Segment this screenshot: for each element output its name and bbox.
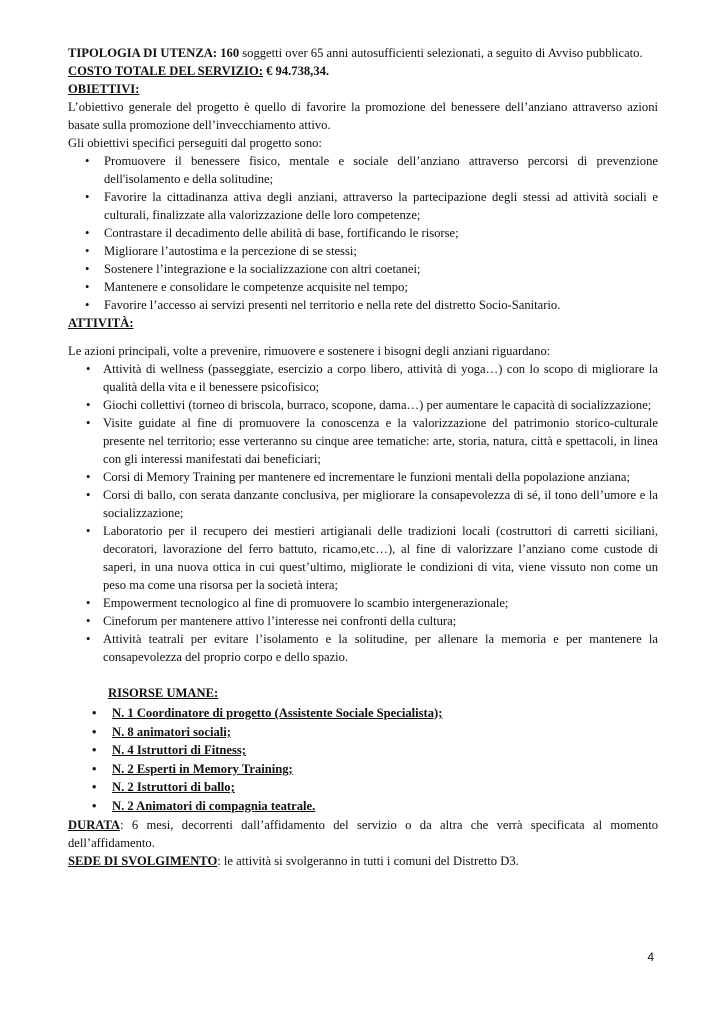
list-item: • N. 2 Esperti in Memory Training; bbox=[68, 760, 658, 779]
list-item: • Migliorare l’autostima e la percezione di se stessi; bbox=[68, 242, 658, 260]
list-item: • Cineforum per mantenere attivo l’interesse nei confronti della cultura; bbox=[68, 612, 658, 630]
attivita-list bbox=[68, 360, 658, 666]
list-item: • Attività di wellness (passeggiate, esercizio a corpo libero, attività di yoga…) con lo scopo di migliorare la qualità della vita e il benessere psicofisico; bbox=[68, 360, 658, 396]
durata-paragraph bbox=[68, 816, 658, 852]
costo-paragraph bbox=[68, 62, 658, 80]
list-item: • Promuovere il benessere fisico, mentale e sociale dell’anziano attraverso percorsi di prevenzione dell'isolamento e della solitudine; bbox=[68, 152, 658, 188]
risorse-list bbox=[68, 704, 658, 816]
durata-label: DURATA bbox=[68, 817, 121, 832]
risorse-title: RISORSE UMANE: bbox=[108, 686, 219, 700]
attivita-intro: Le azioni principali, volte a prevenire, rimuovere e sostenere i bisogni degli anziani riguardano: bbox=[68, 344, 551, 358]
utenza-text: soggetti over 65 anni autosufficienti selezionati, a seguito di Avviso pubblicato. bbox=[239, 46, 643, 60]
list-item: • N. 2 Animatori di compagnia teatrale. bbox=[68, 797, 658, 816]
list-item: • Empowerment tecnologico al fine di promuovere lo scambio intergenerazionale; bbox=[68, 594, 658, 612]
list-item: • Giochi collettivi (torneo di briscola, burraco, scopone, dama…) per aumentare le capacità di socializzazione; bbox=[68, 396, 658, 414]
obiettivi-title: OBIETTIVI: bbox=[68, 82, 140, 96]
list-item: • N. 1 Coordinatore di progetto (Assistente Sociale Specialista); bbox=[68, 704, 658, 723]
list-item: • Attività teatrali per evitare l’isolamento e la solitudine, per allenare la memoria e per mantenere la consapevolezza del proprio corpo e dello spazio. bbox=[68, 630, 658, 666]
list-item: • N. 4 Istruttori di Fitness; bbox=[68, 741, 658, 760]
list-item: • Laboratorio per il recupero dei mestieri artigianali delle tradizioni locali (costruttori di carretti siciliani, decoratori, lavorazione del ferro battuto, ricamo,etc…), al fine di valorizzare l’anziano come custode di saperi, in una nuova ottica in cui quest’ultimo, migliorate le condizioni di vita, viene vissuto non come un peso ma come una risorsa per la società intera; bbox=[68, 522, 658, 594]
utenza-paragraph bbox=[68, 44, 658, 62]
sede-label: SEDE DI SVOLGIMENTO bbox=[68, 853, 218, 868]
obiettivi-list bbox=[68, 152, 658, 314]
list-item: • Mantenere e consolidare le competenze acquisite nel tempo; bbox=[68, 278, 658, 296]
document-page bbox=[68, 44, 658, 870]
spacer bbox=[68, 332, 658, 342]
sede-paragraph bbox=[68, 852, 658, 870]
list-item: • N. 2 Istruttori di ballo; bbox=[68, 778, 658, 797]
utenza-count: 160 bbox=[220, 46, 240, 60]
list-item: • Favorire l’accesso ai servizi presenti nel territorio e nella rete del distretto Socio-Sanitario. bbox=[68, 296, 658, 314]
page-number: 4 bbox=[647, 950, 654, 964]
attivita-title: ATTIVITÀ: bbox=[68, 316, 134, 330]
obiettivi-intro2: Gli obiettivi specifici perseguiti dal progetto sono: bbox=[68, 136, 322, 150]
list-item: • Sostenere l’integrazione e la socializzazione con altri coetanei; bbox=[68, 260, 658, 278]
list-item: • Contrastare il decadimento delle abilità di base, fortificando le risorse; bbox=[68, 224, 658, 242]
utenza-label: TIPOLOGIA DI UTENZA: bbox=[68, 46, 218, 60]
list-item: • Favorire la cittadinanza attiva degli anziani, attraverso la partecipazione degli stessi ad attività sociali e culturali, finalizzate alla valorizzazione delle loro competenze; bbox=[68, 188, 658, 224]
obiettivi-intro: L’obiettivo generale del progetto è quello di favorire la promozione del benessere dell’anziano attraverso azioni basate sulla promozione dell’invecchiamento attivo. bbox=[68, 100, 658, 132]
costo-label: COSTO TOTALE DEL SERVIZIO: bbox=[68, 64, 263, 78]
durata-text: : 6 mesi, decorrenti dall’affidamento del servizio o da altra che verrà specificata al momento dell’affidamento. bbox=[68, 817, 658, 850]
list-item: • Corsi di Memory Training per mantenere ed incrementare le funzioni mentali della popolazione anziana; bbox=[68, 468, 658, 486]
list-item: • N. 8 animatori sociali; bbox=[68, 723, 658, 742]
spacer bbox=[68, 666, 658, 684]
costo-value: € 94.738,34. bbox=[262, 64, 330, 78]
list-item: • Corsi di ballo, con serata danzante conclusiva, per migliorare la consapevolezza di sé, il tono dell’umore e la socializzazione; bbox=[68, 486, 658, 522]
list-item: • Visite guidate al fine di promuovere la conoscenza e la valorizzazione del patrimonio storico-culturale presente nel territorio; esse verteranno su cinque aree tematiche: arte, storia, natura, città e spettacoli, in linea con gli interessi manifestati dai beneficiari; bbox=[68, 414, 658, 468]
sede-text: : le attività si svolgeranno in tutti i comuni del Distretto D3. bbox=[217, 853, 519, 868]
